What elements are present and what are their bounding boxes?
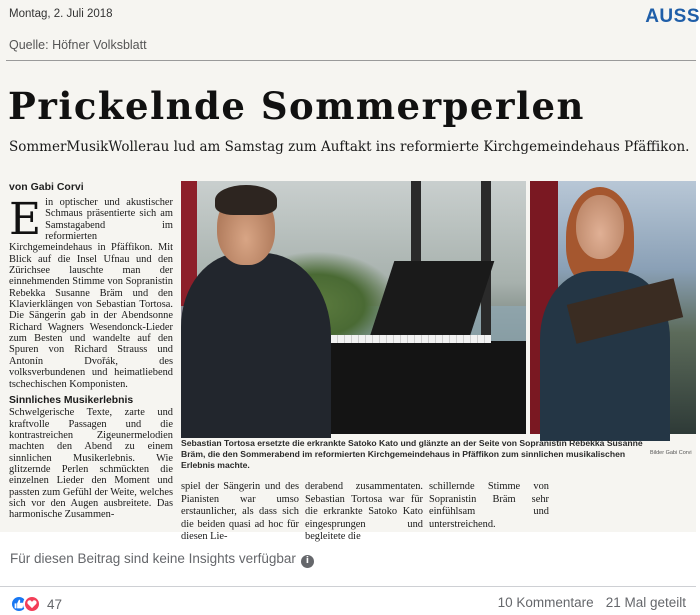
heart-icon xyxy=(23,595,41,613)
article-column-bottom-2: derabend zusammentaten. Sebastian Tortosa war für die erkrankte Satoko Kato eingesprungen und begleitete die xyxy=(305,481,423,543)
singer-head-shape xyxy=(576,195,624,259)
footer-divider xyxy=(0,586,696,587)
lead-text: in optischer und akustischer Schmaus präsentierte sich am Samstagabend im reformierten Kirchgemeindehaus in Pfäffikon. Mit Blick auf die Insel Ufnau und den Zürichsee lauschte man der einnehmenden Stimme von Sopranistin Rebekka Susanne Bräm und den Klavierklängen von Sebastian Tortosa. Die Sängerin gab in der Abendsonne Richard Wagners Wesendonck-Lieder zum Besten und wandelte auf den Spuren von Richard Strauss und Antonín Dvořák, des volksverbundenen und heimatliebend tschechischen Komponisten. xyxy=(9,197,173,390)
post-stats xyxy=(498,595,686,610)
issue-date: Montag, 2. Juli 2018 xyxy=(9,8,113,20)
piano-shape xyxy=(321,341,526,434)
pianist-hair-shape xyxy=(215,185,277,215)
insights-notice xyxy=(10,551,314,568)
reaction-count: 47 xyxy=(47,596,63,612)
reactions-summary[interactable] xyxy=(10,595,62,613)
article-column-bottom-3: schillernde Stimme von Sopranistin Bräm sehr einfühlsam und unterstreichend. xyxy=(429,481,549,530)
article-column-left xyxy=(9,194,173,521)
pianist-body-shape xyxy=(181,253,331,438)
photo-singer xyxy=(530,181,696,434)
article-column-bottom-1: spiel der Sängerin und des Pianisten war umso erstaunlicher, als dass sich die beiden quasi ad hoc für diesen Lie- xyxy=(181,481,299,543)
drop-cap: E xyxy=(9,194,42,245)
source-line: Quelle: Höfner Volksblatt xyxy=(9,38,147,52)
insights-text: Für diesen Beitrag sind keine Insights verfügbar xyxy=(10,551,296,566)
header-rule xyxy=(6,60,696,61)
section-paragraph: Schwelgerische Texte, zarte und kraftvolle Passagen und die kontrastreichen Zigeunermelodien machten den Abend zu einem sinnlichen Musikerlebnis. Wie glitzernde Perlen schmückten die einzelnen Lieder den Moment und passten zum Gefühl der Weite, welches sich vor den Augen ausbreitete. Das harmonische Zusammen- xyxy=(9,407,173,521)
piano-keys-shape xyxy=(331,335,491,343)
article-subhead: SommerMusikWollerau lud am Samstag zum Auftakt ins reformierte Kirchgemeindehaus Pfäffikon. xyxy=(9,139,690,155)
section-heading: Sinnliches Musikerlebnis xyxy=(9,394,134,406)
article-byline: von Gabi Corvi xyxy=(9,181,84,193)
article-headline: Prickelnde Sommerperlen xyxy=(8,84,585,128)
photo-pianist xyxy=(181,181,526,434)
lead-paragraph xyxy=(9,194,173,390)
photo-caption: Sebastian Tortosa ersetzte die erkrankte Satoko Kato und glänzte an der Seite von Sopranistin Rebekka Susanne Bräm, die den Sommerabend im reformierten Kirchgemeindehaus in Pfäffikon zum sinnlichen musikalischen Erlebnis machte. xyxy=(181,438,643,470)
shares-link[interactable]: 21 Mal geteilt xyxy=(605,595,686,610)
brand-logo-text: AUSS xyxy=(645,6,700,27)
photo-credit: Bilder Gabi Corvi xyxy=(650,450,692,456)
info-icon[interactable]: i xyxy=(301,555,314,568)
comments-link[interactable]: 10 Kommentare xyxy=(497,595,594,610)
